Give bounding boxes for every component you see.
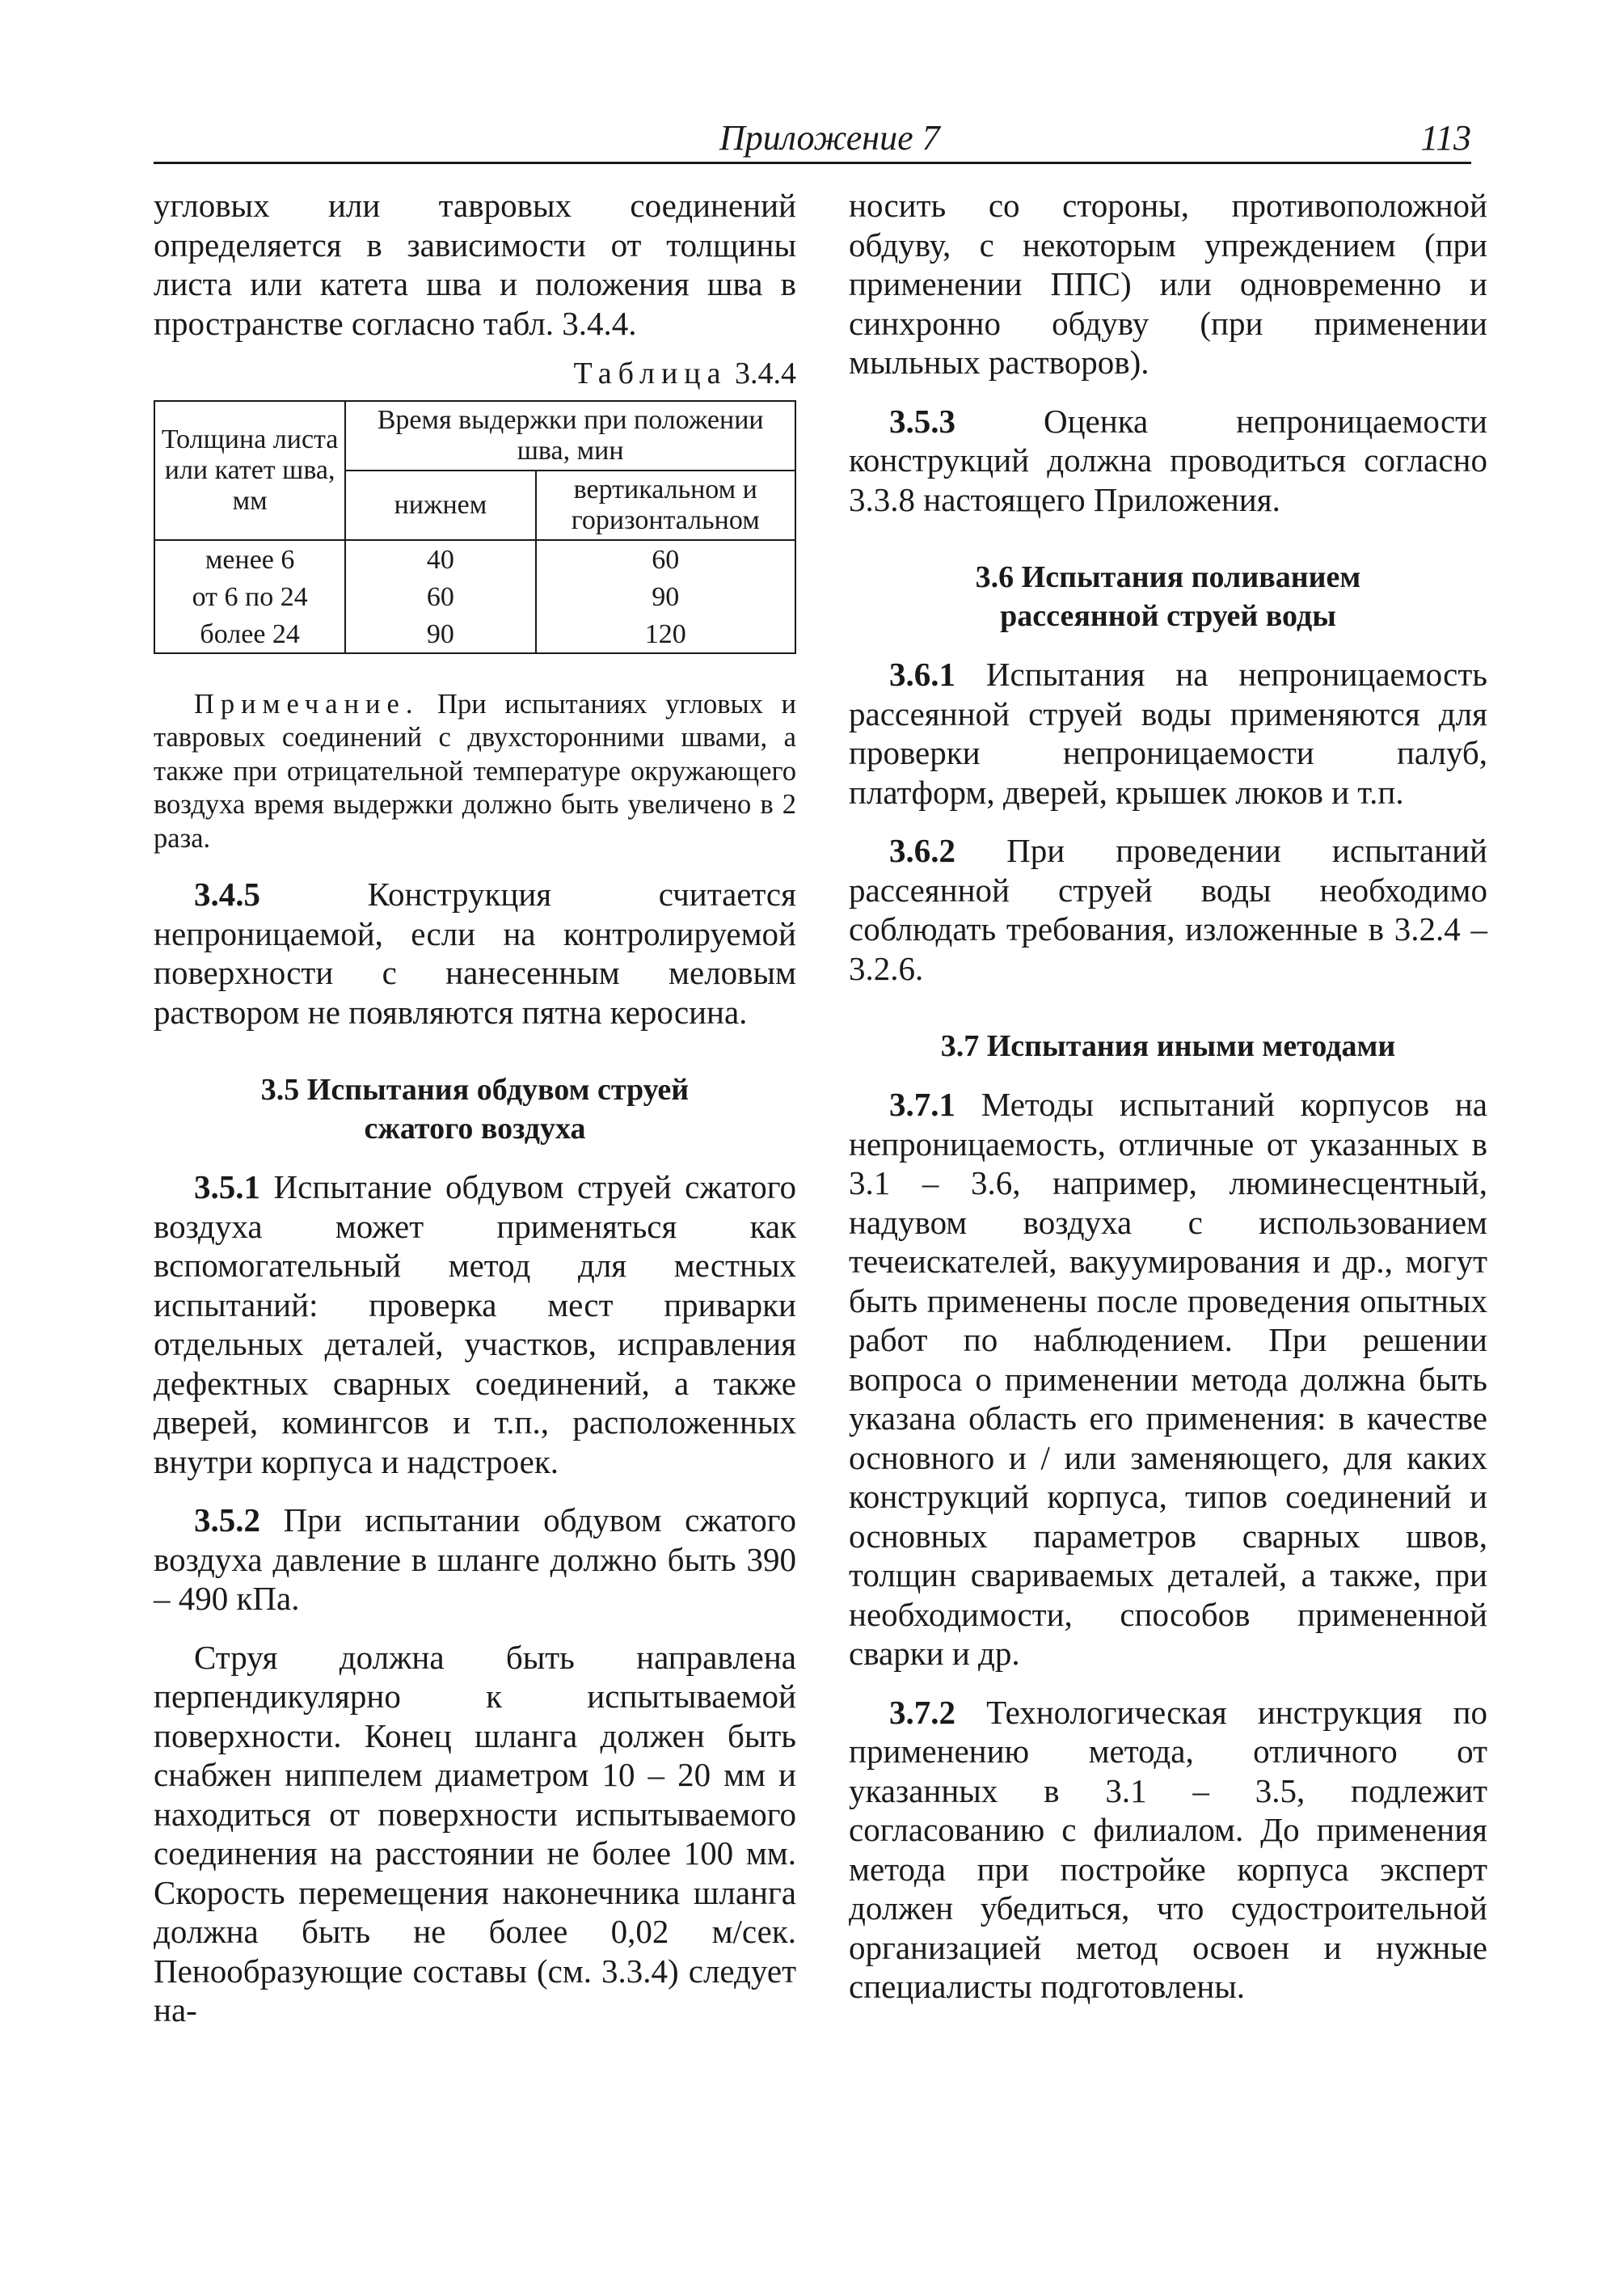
page-number: 113 — [1420, 118, 1471, 158]
clause-text: Методы испытаний корпусов на непроницаемость, отличные от указанных в 3.1 – 3.6, например, люминесцентный, надувом воздуха с использованием течеискателей, вакуумирования и др., могут быть применены после проведения опытных работ по наблюдением. При решении вопроса о применении метода должна быть указана область его применения: в качестве основного и / или заменяющего, для каких конструкций корпуса, типов соединений и основных параметров сварных швов, толщин свариваемых деталей, а также, при необходимости, способов примененной сварки и др. — [849, 1086, 1487, 1672]
clause-number: 3.5.1 — [194, 1168, 260, 1205]
paragraph-3-7-2 — [849, 1693, 1487, 2007]
table-cell: более 24 — [154, 615, 345, 653]
section-heading-3-6 — [849, 558, 1487, 635]
note-text: При испытаниях угловых и тавровых соединений с двухсторонними швами, а также при отрицательной температуре окружающего воздуха время выдержки должно быть увеличено в 2 раза. — [154, 688, 797, 854]
table-caption — [154, 354, 796, 394]
section-heading-line: сжатого воздуха — [364, 1112, 586, 1146]
intro-paragraph: угловых или тавровых соединений определяется в зависимости от толщины листа или катета шва и положения шва в пространстве согласно табл. 3.4.4. — [154, 187, 796, 342]
clause-number: 3.6.1 — [889, 656, 955, 693]
table-note — [154, 688, 796, 856]
paragraph-3-5-1 — [154, 1167, 796, 1481]
table-caption-number: 3.4.4 — [735, 357, 796, 390]
continued-paragraph: носить со стороны, противоположной обдуву, с некоторым упреждением (при применении ППС) или одновременно и синхронно обдуву (при применении мыльных растворов). — [849, 187, 1487, 381]
paragraph-3-6-1 — [849, 655, 1487, 812]
left-column — [154, 186, 796, 2030]
table-caption-word: Таблица — [573, 357, 728, 390]
section-heading-line: рассеянной струей воды — [1000, 599, 1336, 633]
table-header-hold-time: Время выдержки при положении шва, мин — [345, 401, 795, 471]
clause-text: При проведении испытаний рассеянной струей воды необходимо соблюдать требования, изложенные в 3.2.4 – 3.2.6. — [849, 832, 1487, 987]
section-heading-line: 3.6 Испытания поливанием — [975, 560, 1361, 594]
table-cell: 40 — [345, 540, 535, 578]
paragraph-jet-direction: Струя должна быть направлена перпендикулярно к испытываемой поверхности. Конец шланга должен быть снабжен ниппелем диаметром 10 – 20 мм и находиться от поверхности испытываемого соединения на расстоянии не более 100 мм. Скорость перемещения наконечника шланга должна быть не более 0,02 м/сек. Пенообразующие составы (см. 3.3.4) следует на- — [154, 1638, 796, 2028]
table-header-thickness: Толщина листа или катет шва, мм — [154, 401, 345, 540]
note-label: Примечание. — [194, 688, 420, 720]
running-header — [154, 113, 1471, 164]
table-header-bottom: нижнем — [345, 471, 535, 540]
paragraph-3-5-2 — [154, 1501, 796, 1619]
clause-number: 3.7.2 — [889, 1693, 955, 1731]
clause-number: 3.5.3 — [889, 402, 955, 440]
table-cell: 60 — [536, 540, 795, 578]
paragraph-3-4-5 — [154, 875, 796, 1032]
paragraph-3-6-2 — [849, 831, 1487, 988]
clause-text: Испытание обдувом струей сжатого воздуха может применяться как вспомогательный метод для местных испытаний: проверка мест приварки отдельных деталей, участков, исправления дефектных сварных соединений, а также дверей, комингсов и т.п., расположенных внутри корпуса и надстроек. — [154, 1168, 796, 1480]
table-cell: менее 6 — [154, 540, 345, 578]
clause-text: При испытании обдувом сжатого воздуха давление в шланге должно быть 390 – 490 кПа. — [154, 1501, 796, 1617]
table-row — [154, 578, 795, 615]
hold-time-table — [154, 400, 796, 654]
table-cell: 120 — [536, 615, 795, 653]
clause-text: Оценка непроницаемости конструкций должна проводиться согласно 3.3.8 настоящего Приложения. — [849, 402, 1488, 518]
section-heading-3-5 — [154, 1070, 796, 1148]
table-cell: 60 — [345, 578, 535, 615]
section-heading-line: 3.5 Испытания обдувом струей — [260, 1073, 690, 1107]
section-heading-3-7: 3.7 Испытания иными методами — [940, 1029, 1396, 1063]
table-cell: от 6 по 24 — [154, 578, 345, 615]
clause-text: Технологическая инструкция по применению метода, отличного от указанных в 3.1 – 3.5, подлежит согласованию с филиалом. До применения метода при постройке корпуса эксперт должен убедиться, что судостроительной организацией метод освоен и нужные специалисты подготовлены. — [849, 1693, 1487, 2005]
table-header-vertical-horizontal: вертикальном и горизонтальном — [536, 471, 795, 540]
clause-number: 3.6.2 — [889, 832, 955, 869]
right-column — [849, 186, 1487, 2007]
clause-number: 3.5.2 — [194, 1501, 260, 1539]
clause-text: Испытания на непроницаемость рассеянной струей воды применяются для проверки непроницаемости палуб, платформ, дверей, крышек люков и т.п. — [849, 656, 1487, 811]
header-title: Приложение 7 — [719, 118, 940, 158]
table-row — [154, 615, 795, 653]
table-row — [154, 540, 795, 578]
clause-number: 3.4.5 — [194, 876, 260, 913]
table-cell: 90 — [345, 615, 535, 653]
paragraph-3-7-1 — [849, 1085, 1487, 1674]
clause-number: 3.7.1 — [889, 1086, 955, 1123]
clause-text: Конструкция считается непроницаемой, если на контролируемой поверхности с нанесенным меловым раствором не появляются пятна керосина. — [154, 876, 796, 1031]
paragraph-3-5-3 — [849, 402, 1487, 520]
table-cell: 90 — [536, 578, 795, 615]
